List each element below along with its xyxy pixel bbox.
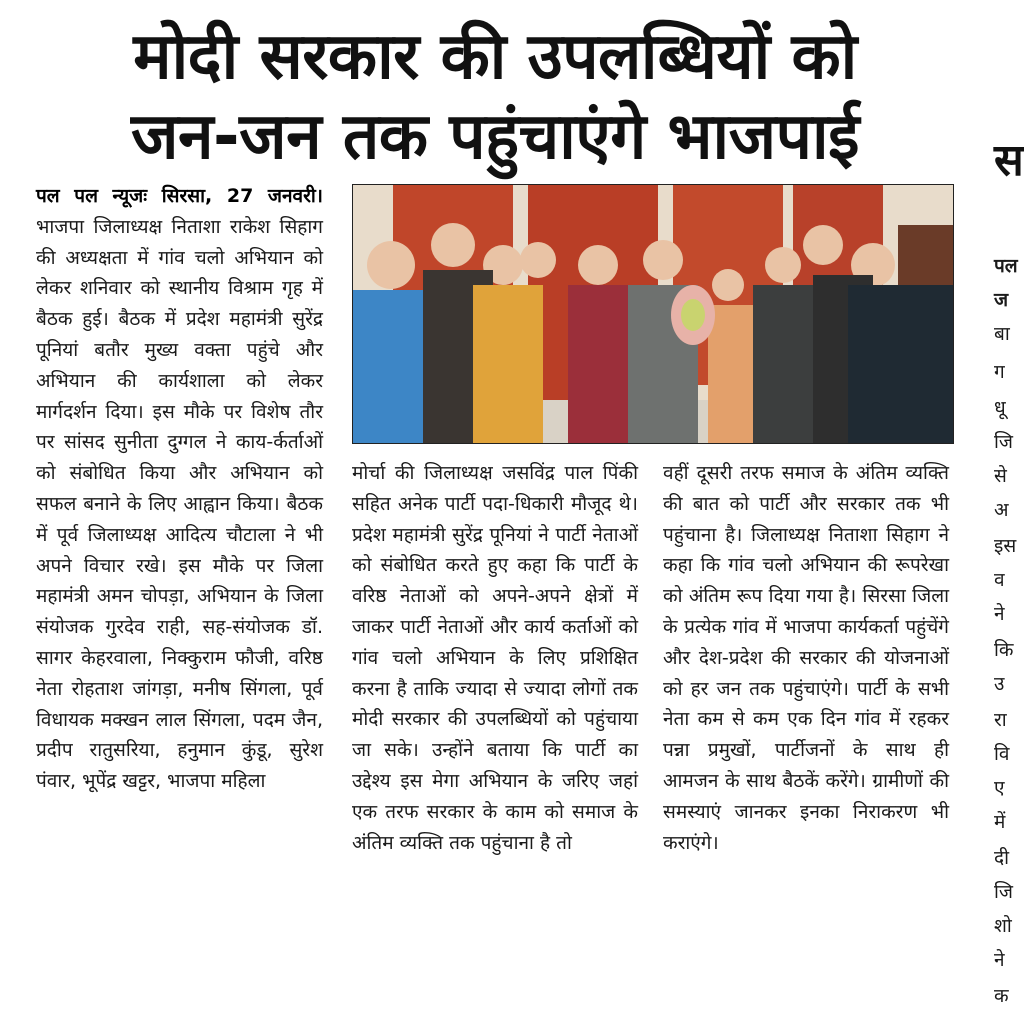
adjacent-line: कि — [994, 639, 1014, 661]
news-photo — [352, 184, 954, 444]
adjacent-line: उ — [994, 673, 1005, 695]
adjacent-line: दी — [994, 847, 1010, 869]
adjacent-line: शो — [994, 915, 1012, 937]
adjacent-line: में — [994, 811, 1006, 833]
article-column-3: वहीं दूसरी तरफ समाज के अंतिम व्यक्ति की बात को पार्टी और सरकार तक भी पहुंचाना है। जिलाध्यक्ष निताशा सिहाग ने कहा कि गांव चलो अभियान की रूपरेखा को अंतिम रूप दिया गया है। सिरसा जिला के प्रत्येक गांव में भाजपा कार्यकर्ता पहुंचेंगे और देश-प्रदेश की सरकार की योजनाओं को हर जन तक पहुंचाएंगे। पार्टी के सभी नेता कम से कम एक दिन गांव में रहकर पन्ना प्रमुखों, पार्टीजनों के साथ ही आमजन के साथ बैठकें करेंगे। ग्रामीणों की समस्याएं जानकर इनका निराकरण भी कराएंगे। — [663, 462, 949, 854]
adjacent-line: अ — [994, 499, 1009, 521]
adjacent-line: पल — [994, 255, 1018, 277]
headline-line-2: जन-जन तक पहुंचाएंगे भाजपाई — [131, 100, 859, 174]
adjacent-line: धू — [994, 397, 1006, 419]
adjacent-line: वि — [994, 743, 1010, 765]
adjacent-line: जि — [994, 881, 1014, 903]
adjacent-line: ज — [994, 289, 1009, 311]
adjacent-line: ने — [994, 603, 1005, 625]
adjacent-line: ए — [994, 777, 1005, 799]
adjacent-line: से — [994, 465, 1007, 487]
adjacent-headline-fragment: स — [994, 135, 1024, 186]
dateline: पल पल न्यूजः सिरसा, 27 जनवरी। — [36, 185, 323, 207]
adjacent-line: क — [994, 985, 1009, 1007]
article-column-1 — [36, 181, 323, 1016]
adjacent-line: बा — [994, 323, 1010, 345]
adjacent-line: इस — [994, 535, 1017, 557]
headline-line-1: मोदी सरकार की उपलब्धियों को — [133, 20, 857, 94]
article-column-2: मोर्चा की जिलाध्यक्ष जसविंद्र पाल पिंकी सहित अनेक पार्टी पदा-धिकारी मौजूद थे। प्रदेश महामंत्री सुरेंद्र पूनियां ने पार्टी नेताओं को संबोधित करते हुए कहा कि पार्टी के वरिष्ठ नेताओं को अपने-अपने क्षेत्रों में जाकर पार्टी नेताओं और कार्य कर्ताओं को गांव चलो अभियान के लिए प्रशिक्षित करना है ताकि ज्यादा से ज्यादा लोगों तक मोदी सरकार की उपलब्धियों को पहुंचाया जा सके। उन्होंने बताया कि पार्टी का उद्देश्य इस मेगा अभियान के जरिए जहां एक तरफ सरकार के काम को समाज के अंतिम व्यक्ति तक पहुंचाना है तो — [352, 462, 638, 854]
adjacent-line: व — [994, 569, 1005, 591]
group-photo-illustration — [353, 185, 953, 443]
adjacent-line: रा — [994, 709, 1007, 731]
adjacent-article-fragment — [990, 0, 1024, 1024]
adjacent-line: ने — [994, 949, 1005, 971]
column-1-text: भाजपा जिलाध्यक्ष निताशा राकेश सिहाग की अध्यक्षता में गांव चलो अभियान को लेकर शनिवार को स्थानीय विश्राम गृह में बैठक हुई। बैठक में प्रदेश महामंत्री सुरेंद्र पूनियां बतौर मुख्य वक्ता पहुंचे और अभियान की कार्यशाला को लेकर मार्गदर्शन दिया। इस मौके पर विशेष तौर पर सांसद सुनीता दुग्गल ने काय-र्कर्ताओं को संबोधित किया और अभियान को सफल बनाने के लिए आह्वान किया। बैठक में पूर्व जिलाध्यक्ष आदित्य चौटाला ने भी अपने विचार रखे। इस मौके पर जिला महामंत्री अमन चोपड़ा, अभियान के जिला संयोजक गुरदेव राही, सह-संयोजक डॉ. सागर केहरवाला, निक्कुराम फौजी, वरिष्ठ नेता रोहताश जांगड़ा, मनीष सिंगला, पूर्व विधायक मक्खन लाल सिंगला, पदम जैन, प्रदीप रातुसरिया, हनुमान कुंडू, सुरेश पंवार, भूपेंद्र खट्टर, भाजपा महिला — [36, 215, 323, 793]
adjacent-line: ग — [994, 361, 1005, 383]
adjacent-line: जि — [994, 431, 1014, 453]
